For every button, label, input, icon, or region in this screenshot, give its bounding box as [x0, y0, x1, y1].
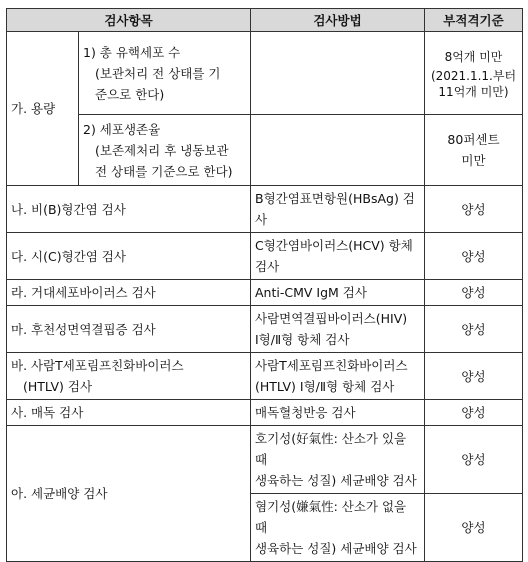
row-cmv-method: Anti-CMV IgM 검사 [251, 280, 425, 306]
row-cmv-criteria: 양성 [425, 280, 523, 306]
row-hbv-method: B형간염표면항원(HBsAg) 검사 [251, 186, 425, 233]
volume-sub1-line1: 1) 총 유핵세포 수 [83, 44, 181, 60]
row-culture-anaerobic-line1: 혐기성(嫌氣性: 산소가 없을 때 [255, 499, 407, 535]
row-htlv-criteria: 양성 [425, 353, 523, 400]
volume-sub2-criteria [425, 115, 523, 186]
row-hiv-item: 마. 후천성면역결핍증 검사 [7, 306, 251, 353]
header-criteria: 부적격기준 [425, 9, 523, 32]
row-culture-aerobic-method [251, 426, 425, 494]
volume-sub1-line2: (보관처리 전 상태를 기 [95, 65, 221, 81]
row-htlv-item [7, 353, 251, 400]
row-htlv-method [251, 353, 425, 400]
volume-sub1-criteria-line3: 11억개 미만) [438, 84, 509, 99]
row-hcv-criteria: 양성 [425, 233, 523, 280]
row-culture-anaerobic-line2: 생육하는 성질) 세균배양 검사 [255, 541, 417, 556]
row-hiv-method-line2: Ⅰ형/Ⅱ형 항체 검사 [255, 332, 350, 347]
volume-sub1-item [79, 32, 251, 115]
row-syphilis-method: 매독혈청반응 검사 [251, 400, 425, 426]
row-syphilis-item: 사. 매독 검사 [7, 400, 251, 426]
row-htlv-method-line1: 사람T세포림프친화바이러스 [255, 358, 408, 373]
row-hcv-method: C형간염바이러스(HCV) 항체 검사 [251, 233, 425, 280]
header-row [7, 9, 523, 32]
header-item: 검사항목 [7, 9, 251, 32]
row-culture-anaerobic-criteria: 양성 [425, 494, 523, 562]
volume-sub1-criteria-line2: (2021.1.1.부터 [430, 68, 517, 83]
table-row [7, 186, 523, 233]
table-row [7, 400, 523, 426]
volume-sub2-criteria-line2: 미만 [461, 153, 486, 168]
table-row [7, 280, 523, 306]
row-htlv-method-line2: (HTLV) Ⅰ형/Ⅱ형 항체 검사 [255, 379, 395, 394]
row-culture-anaerobic-method [251, 494, 425, 562]
volume-sub2-criteria-line1: 80퍼센트 [447, 132, 500, 147]
row-cmv-item: 라. 거대세포바이러스 검사 [7, 280, 251, 306]
volume-sub2-item [79, 115, 251, 186]
volume-sub2-line3: 전 상태를 기준으로 한다) [95, 163, 233, 179]
row-htlv-item-line2: (HTLV) 검사 [23, 379, 93, 394]
volume-sub1-method [251, 32, 425, 115]
row-culture-aerobic-criteria: 양성 [425, 426, 523, 494]
test-criteria-table [6, 8, 523, 562]
table-row-volume-viability [7, 115, 523, 186]
volume-sub1-criteria-line1: 8억개 미만 [444, 49, 503, 64]
row-culture-aerobic-line2: 생육하는 성질) 세균배양 검사 [255, 473, 417, 488]
row-culture-aerobic-line1: 호기성(好氣性: 산소가 있을 때 [255, 431, 407, 467]
row-hiv-criteria: 양성 [425, 306, 523, 353]
row-culture-item: 아. 세균배양 검사 [7, 426, 251, 562]
volume-sub1-line3: 준으로 한다) [95, 86, 165, 102]
row-htlv-item-line1: 바. 사람T세포림프친화바이러스 [11, 358, 184, 373]
row-hbv-criteria: 양성 [425, 186, 523, 233]
volume-sub2-line1: 2) 세포생존율 [83, 121, 161, 137]
header-method: 검사방법 [251, 9, 425, 32]
table-row-htlv [7, 353, 523, 400]
table-row-culture-aerobic [7, 426, 523, 494]
volume-sub1-criteria [425, 32, 523, 115]
table-row-hiv [7, 306, 523, 353]
row-hbv-item: 나. 비(B)형간염 검사 [7, 186, 251, 233]
row-hiv-method [251, 306, 425, 353]
row-hcv-item: 다. 시(C)형간염 검사 [7, 233, 251, 280]
volume-sub2-method [251, 115, 425, 186]
row-syphilis-criteria: 양성 [425, 400, 523, 426]
table-row [7, 233, 523, 280]
volume-label: 가. 용량 [7, 32, 79, 186]
row-hiv-method-line1: 사람면역결핍바이러스(HIV) [255, 311, 408, 326]
volume-sub2-line2: (보존제처리 후 냉동보관 [95, 142, 229, 158]
table-row-volume-cells [7, 32, 523, 115]
